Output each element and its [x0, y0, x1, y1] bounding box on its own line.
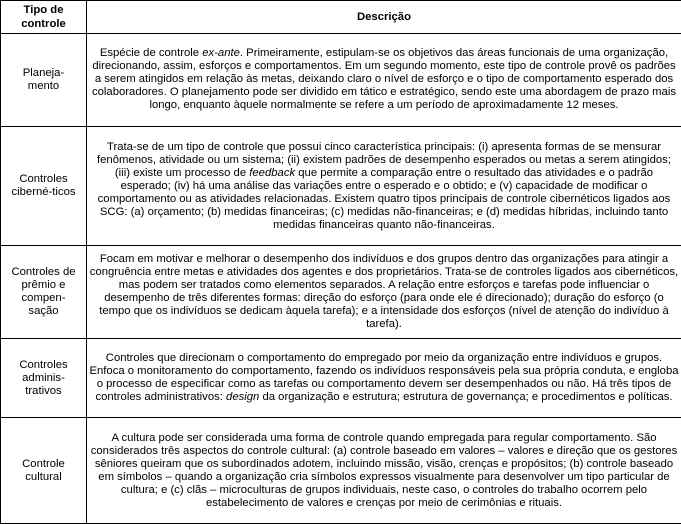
- table-row-planejamento: [1, 34, 681, 127]
- table-row-premio: [1, 246, 681, 339]
- description-text: Trata-se de um tipo de controle que possui cinco característica principais: (i) apresenta formas de se mensurar fenômenos, atividade ou um sistema; (ii) existem padrões de desempenho esperados ou metas a serem atingidos; (iii) existe um processo de: [97, 140, 671, 179]
- description-emphasis: ex-ante: [202, 47, 240, 60]
- description-cell: [87, 126, 681, 246]
- description-text: Espécie de controle: [99, 47, 203, 60]
- table-row-administrativos: [1, 338, 681, 417]
- type-label: mento: [27, 79, 60, 92]
- description-cell: [87, 418, 681, 524]
- header-type-line: Tipo de: [23, 4, 64, 17]
- description-cell: [87, 338, 681, 417]
- type-label: adminis-: [22, 371, 65, 384]
- type-cell: [1, 34, 87, 127]
- type-cell: [1, 418, 87, 524]
- type-label: Controles: [19, 173, 68, 186]
- table-row-ciberneticos: [1, 126, 681, 246]
- description-text: da organização e estrutura; estrutura de governança; e procedimentos e políticas.: [259, 391, 673, 404]
- type-cell: [1, 338, 87, 417]
- header-type: [1, 1, 87, 34]
- type-label: Controles: [19, 358, 68, 371]
- description-emphasis: design: [226, 391, 260, 404]
- description-cell: [87, 246, 681, 339]
- type-label: Controles de: [11, 266, 76, 279]
- type-label: cultural: [25, 470, 62, 483]
- table-header-row: [1, 1, 681, 34]
- type-cell: [1, 126, 87, 246]
- header-type-line: controle: [21, 18, 66, 31]
- type-label: compen-: [21, 292, 66, 305]
- description-text: . Primeiramente, estipulam-se os objetivos das áreas funcionais de uma organização, direcionando, assim, esforços e comportamentos. Em um segundo momento, este tipo de controle provê os padrões a serem atingidos em relação às metas, deixando claro o nível de esforço e o tipo de comportamento esperado dos colaboradores. O planejamento pode ser dividido em tático e estratégico, sendo este uma abordagem de prazo mais longo, enquanto àquele normalmente se refere a um período de aproximadamente 12 meses.: [91, 47, 676, 112]
- type-label: prêmio e: [21, 279, 66, 292]
- description-text: que permite a comparação entre o resultado das atividades e o padrão esperado; (iv) há uma análise das variações entre o esperado e o obtido; e (v) capacidade de modificar o comportamento ou as atividades relacionadas. Existem quatro tipos principais de controle cibernéticos ligados aos SCG: (a) orçamento; (b) medidas financeiras; (c) medidas não-financeiras; e (d) medidas híbridas, incluindo tanto medidas financeiras quanto não-financeiras.: [97, 166, 671, 231]
- description-text: Focam em motivar e melhorar o desempenho dos indivíduos e dos grupos dentro das organizações para atingir a congruência entre metas e atividades dos agentes e dos proprietários. Trata-se de controles ligados aos cibernéticos, mas podem ser tratados como elementos separados. A relação entre esforços e tarefas pode influenciar o desempenho de três diferentes formas: direção do esforço (para onde ele é direcionado); duração do esforço (o tempo que os indivíduos se dedicam àquela tarefa); e a intensidade dos esforços (nível de atenção do indivíduo à tarefa).: [89, 253, 679, 331]
- description-text: A cultura pode ser considerada uma forma de controle quando empregada para regular comportamento. São considerados três aspectos do controle cultural: (a) controle baseado em valores – valores e direção que os gestores sêniores queiram que os subordinados adotem, incluindo missão, visão, crenças e propósitos; (b) controle baseado em símbolos – quando a organização cria símbolos expressos visualmente para desenvolver um tipo particular de cultura; e (c) clãs – microculturas de grupos individuais, neste caso, o controles do trabalho ocorrem pelo estabelecimento de valores e crenças por meio de cerimônias e rituais.: [90, 431, 678, 509]
- type-label: ciberné-ticos: [11, 186, 76, 199]
- description-emphasis: feedback: [249, 166, 296, 179]
- type-label: sação: [28, 305, 59, 318]
- type-label: trativos: [25, 384, 62, 397]
- header-description: Descrição: [87, 1, 681, 34]
- type-label: Controle: [22, 457, 65, 470]
- table-row-cultural: [1, 418, 681, 524]
- description-cell: [87, 34, 681, 127]
- type-cell: [1, 246, 87, 339]
- description-text: Controles que direcionam o comportamento do empregado por meio da organização entre indivíduos e grupos. Enfoca o monitoramento do comportamento, fazendo os indivíduos responsáveis pela sua própria conduta, e engloba o processo de especificar como as tarefas ou comportamento devem ser desempenhados ou não. Há três tipos de controles administrativos:: [89, 352, 679, 404]
- type-label: Planeja-: [22, 66, 65, 79]
